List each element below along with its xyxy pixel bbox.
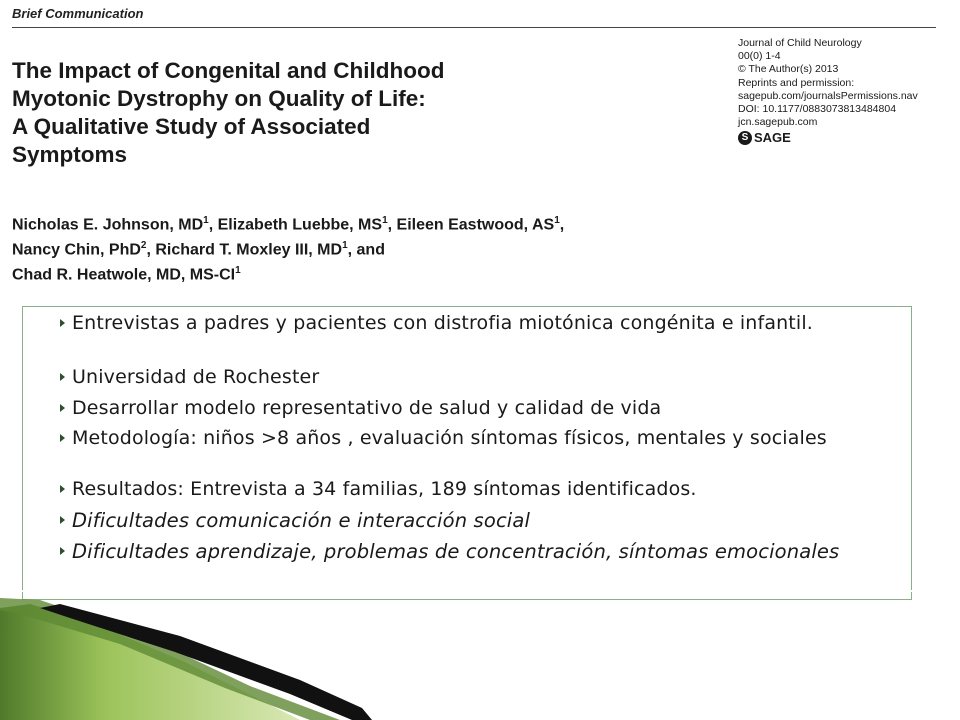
publisher-name: SAGE xyxy=(754,130,791,146)
bullet-text: Desarrollar modelo representativo de salud y calidad de vida xyxy=(72,397,662,419)
journal-doi: DOI: 10.1177/0883073813484804 xyxy=(738,103,897,116)
journal-volume: 00(0) 1-4 xyxy=(738,50,781,63)
author-name: Eileen Eastwood, AS xyxy=(396,216,555,234)
triangle-bullet-icon xyxy=(60,434,65,442)
bullet-item xyxy=(23,541,911,562)
title-line: Symptoms xyxy=(12,142,128,167)
bullet-text: Entrevistas a padres y pacientes con distrofia miotónica congénita e infantil. xyxy=(72,312,813,334)
journal-info xyxy=(738,37,953,146)
author-line xyxy=(12,261,772,286)
triangle-bullet-icon xyxy=(60,319,65,327)
bullet-text: Dificultades aprendizaje, problemas de concentración, síntomas emocionales xyxy=(72,540,840,563)
author-separator: , xyxy=(387,216,397,234)
section-label: Brief Communication xyxy=(12,6,144,21)
author-separator: , xyxy=(559,216,565,234)
journal-copyright: © The Author(s) 2013 xyxy=(738,63,839,76)
publisher-logo xyxy=(738,130,953,146)
triangle-bullet-icon xyxy=(60,547,65,555)
bullet-item xyxy=(23,479,911,500)
bullet-text: Universidad de Rochester xyxy=(72,366,320,388)
author-separator: , xyxy=(146,241,156,259)
author-affiliation: 1 xyxy=(235,264,241,276)
author-separator: , and xyxy=(347,241,385,259)
author-name: Richard T. Moxley III, MD xyxy=(155,241,343,259)
author-affiliation: 1 xyxy=(554,215,560,226)
author-name: Chad R. Heatwole, MD, MS-CI xyxy=(12,265,236,283)
author-line xyxy=(12,211,772,236)
author-affiliation: 1 xyxy=(203,215,209,226)
bullet-text: Metodología: niños >8 años , evaluación síntomas físicos, mentales y sociales xyxy=(72,427,827,449)
paper-title xyxy=(12,57,702,169)
bullet-text: Dificultades comunicación e interacción social xyxy=(72,509,531,532)
author-affiliation: 2 xyxy=(140,239,147,251)
author-line xyxy=(12,236,772,261)
bullet-item xyxy=(23,367,911,388)
author-name: Nancy Chin, PhD xyxy=(12,241,141,259)
summary-box xyxy=(22,306,912,600)
title-line: A Qualitative Study of Associated xyxy=(12,114,371,139)
journal-permissions-url: sagepub.com/journalsPermissions.nav xyxy=(738,89,918,102)
author-name: Elizabeth Luebbe, MS xyxy=(217,216,383,234)
bullet-item xyxy=(23,428,911,449)
author-separator: , xyxy=(208,216,218,234)
bullet-text: Resultados: Entrevista a 34 familias, 189 síntomas identificados. xyxy=(72,478,697,500)
swoosh-top-clip xyxy=(0,590,960,592)
journal-website: jcn.sagepub.com xyxy=(738,116,818,129)
decorative-swoosh xyxy=(0,590,960,720)
author-affiliation: 1 xyxy=(342,239,348,251)
bullet-item xyxy=(23,510,911,531)
header-rule xyxy=(12,27,936,28)
journal-reprints: Reprints and permission: xyxy=(738,76,855,89)
triangle-bullet-icon xyxy=(60,373,65,381)
bullet-item xyxy=(23,313,911,334)
title-line: The Impact of Congenital and Childhood xyxy=(12,58,445,83)
author-name: Nicholas E. Johnson, MD xyxy=(12,216,204,234)
triangle-bullet-icon xyxy=(60,516,65,524)
journal-name: Journal of Child Neurology xyxy=(738,37,862,49)
title-line: Myotonic Dystrophy on Quality of Life: xyxy=(12,86,426,111)
bullet-item xyxy=(23,398,911,419)
triangle-bullet-icon xyxy=(60,485,65,493)
sage-s-icon: S xyxy=(738,131,752,145)
author-affiliation: 1 xyxy=(382,215,388,226)
author-list xyxy=(12,211,772,285)
triangle-bullet-icon xyxy=(60,404,65,412)
